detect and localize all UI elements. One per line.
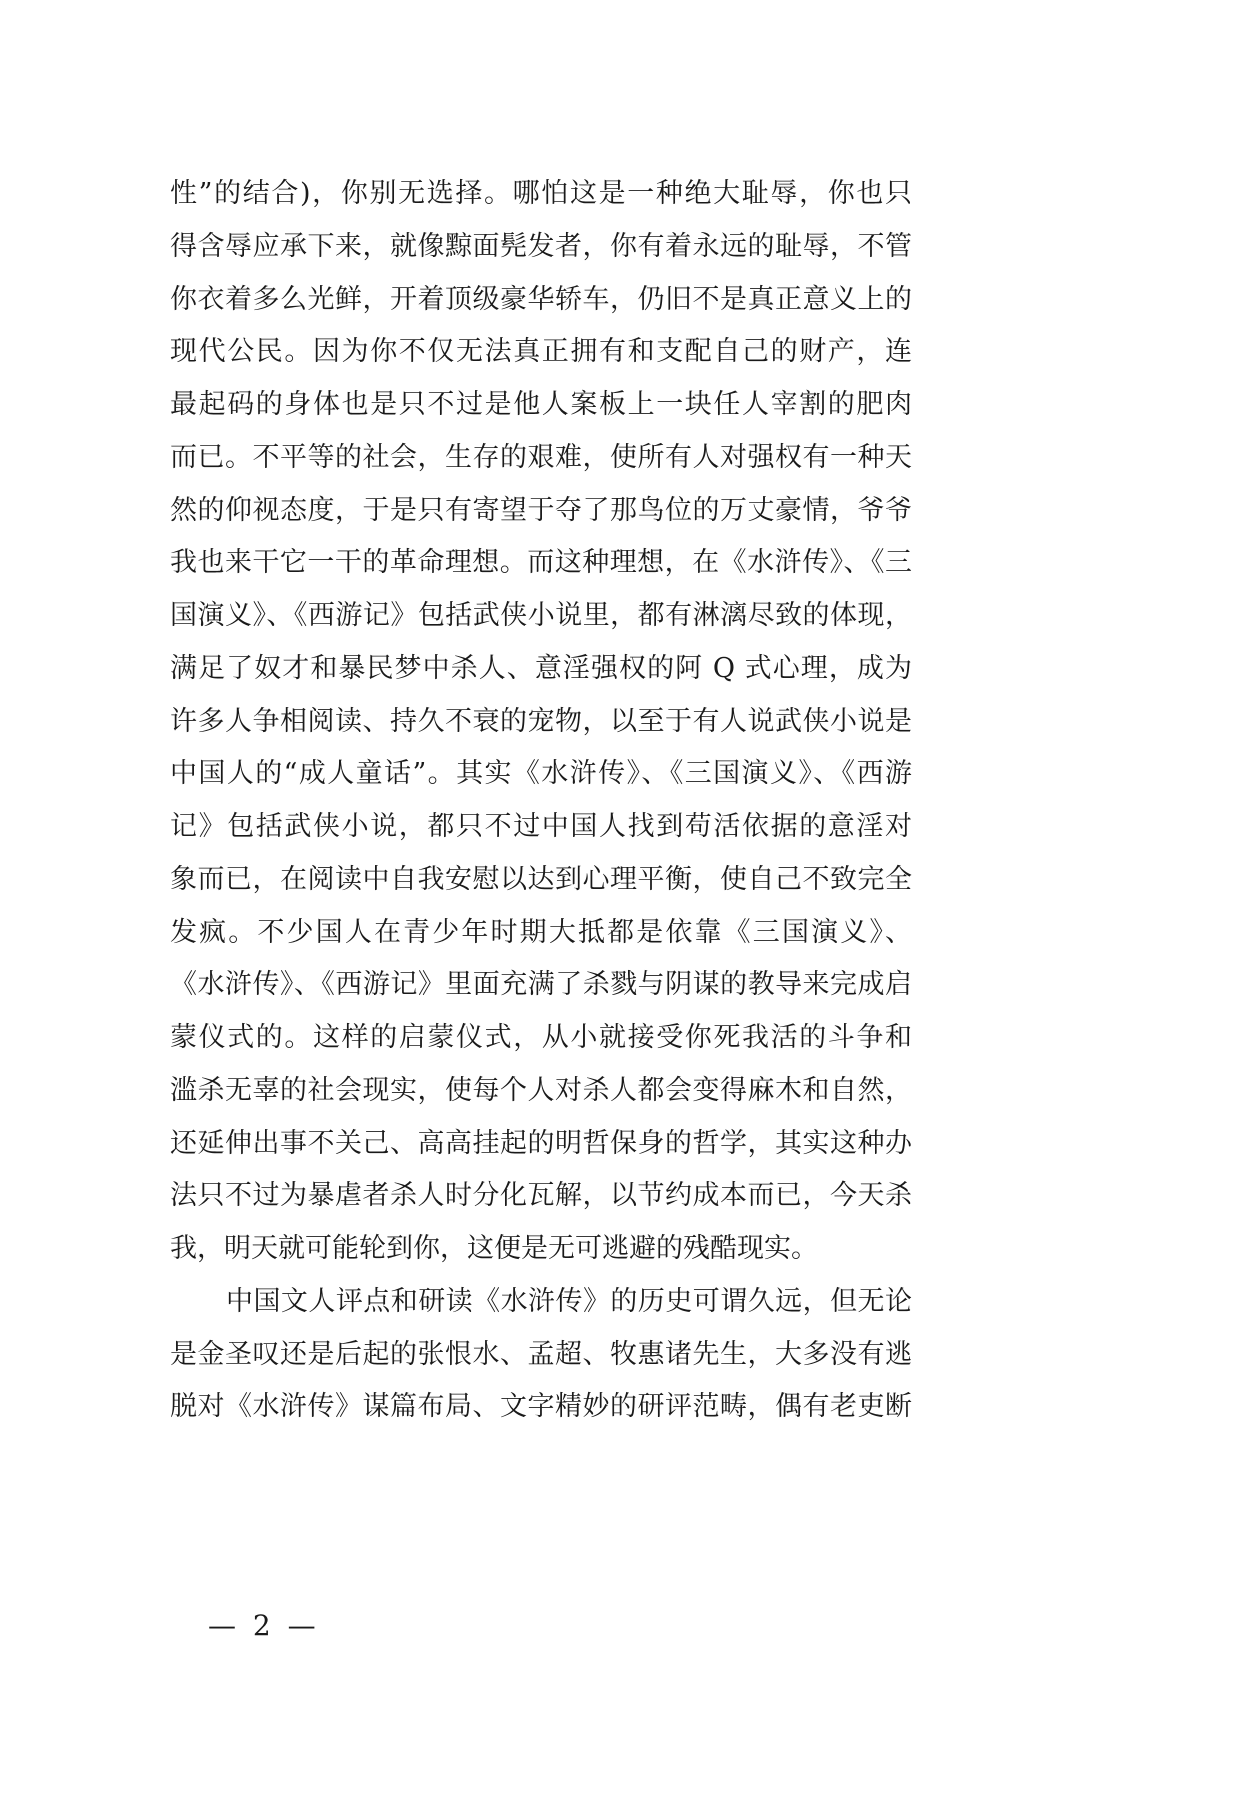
text-line: 满足了奴才和暴民梦中杀人、意淫强权的阿 Q 式心理，成为 [170,652,912,684]
text-line: 然的仰视态度，于是只有寄望于夺了那鸟位的万丈豪情，爷爷 [170,494,912,526]
text-line: 脱对《水浒传》谋篇布局、文字精妙的研评范畴，偶有老吏断 [170,1391,912,1423]
text-line: 中国人的“成人童话”。其实《水浒传》、《三国演义》、《西游 [170,758,912,790]
text-line: 最起码的身体也是只不过是他人案板上一块任人宰割的肥肉 [170,389,912,420]
text-line: 我也来干它一干的革命理想。而这种理想，在《水浒传》、《三 [170,547,912,579]
text-line: 我，明天就可能轮到你，这便是无可逃避的残酷现实。 [170,1233,818,1264]
page-number: — 2 — [208,1609,320,1642]
text-line: 法只不过为暴虐者杀人时分化瓦解，以节约成本而已，今天杀 [170,1180,912,1212]
text-line: 发疯。不少国人在青少年时期大抵都是依靠《三国演义》、 [170,916,912,948]
body-text [170,168,912,1434]
text-line: 蒙仪式的。这样的启蒙仪式，从小就接受你死我活的斗争和 [170,1022,912,1053]
paragraph-2 [170,1276,912,1434]
text-line: 还延伸出事不关己、高高挂起的明哲保身的哲学，其实这种办 [170,1127,912,1159]
paragraph-1 [170,168,912,1276]
text-line: 你衣着多么光鲜，开着顶级豪华轿车，仍旧不是真正意义上的 [170,283,912,315]
text-line: 许多人争相阅读、持久不衰的宠物，以至于有人说武侠小说是 [170,705,912,737]
text-line: 中国文人评点和研读《水浒传》的历史可谓久远，但无论 [226,1285,912,1317]
text-line: 得含辱应承下来，就像黥面髡发者，你有着永远的耻辱，不管 [170,230,912,262]
text-line: 现代公民。因为你不仅无法真正拥有和支配自己的财产，连 [170,336,912,368]
text-line: 性”的结合)，你别无选择。哪怕这是一种绝大耻辱，你也只 [170,178,912,209]
text-line: 记》包括武侠小说，都只不过中国人找到苟活依据的意淫对 [170,811,912,842]
text-line: 滥杀无辜的社会现实，使每个人对杀人都会变得麻木和自然， [170,1074,912,1106]
text-line: 《水浒传》、《西游记》里面充满了杀戮与阴谋的教导来完成启 [170,969,912,1001]
text-line: 是金圣叹还是后起的张恨水、孟超、牧惠诸先生，大多没有逃 [170,1338,912,1370]
text-line: 国演义》、《西游记》包括武侠小说里，都有淋漓尽致的体现， [170,600,912,631]
text-line: 象而已，在阅读中自我安慰以达到心理平衡，使自己不致完全 [170,863,912,895]
text-line: 而已。不平等的社会，生存的艰难，使所有人对强权有一种天 [170,441,912,473]
